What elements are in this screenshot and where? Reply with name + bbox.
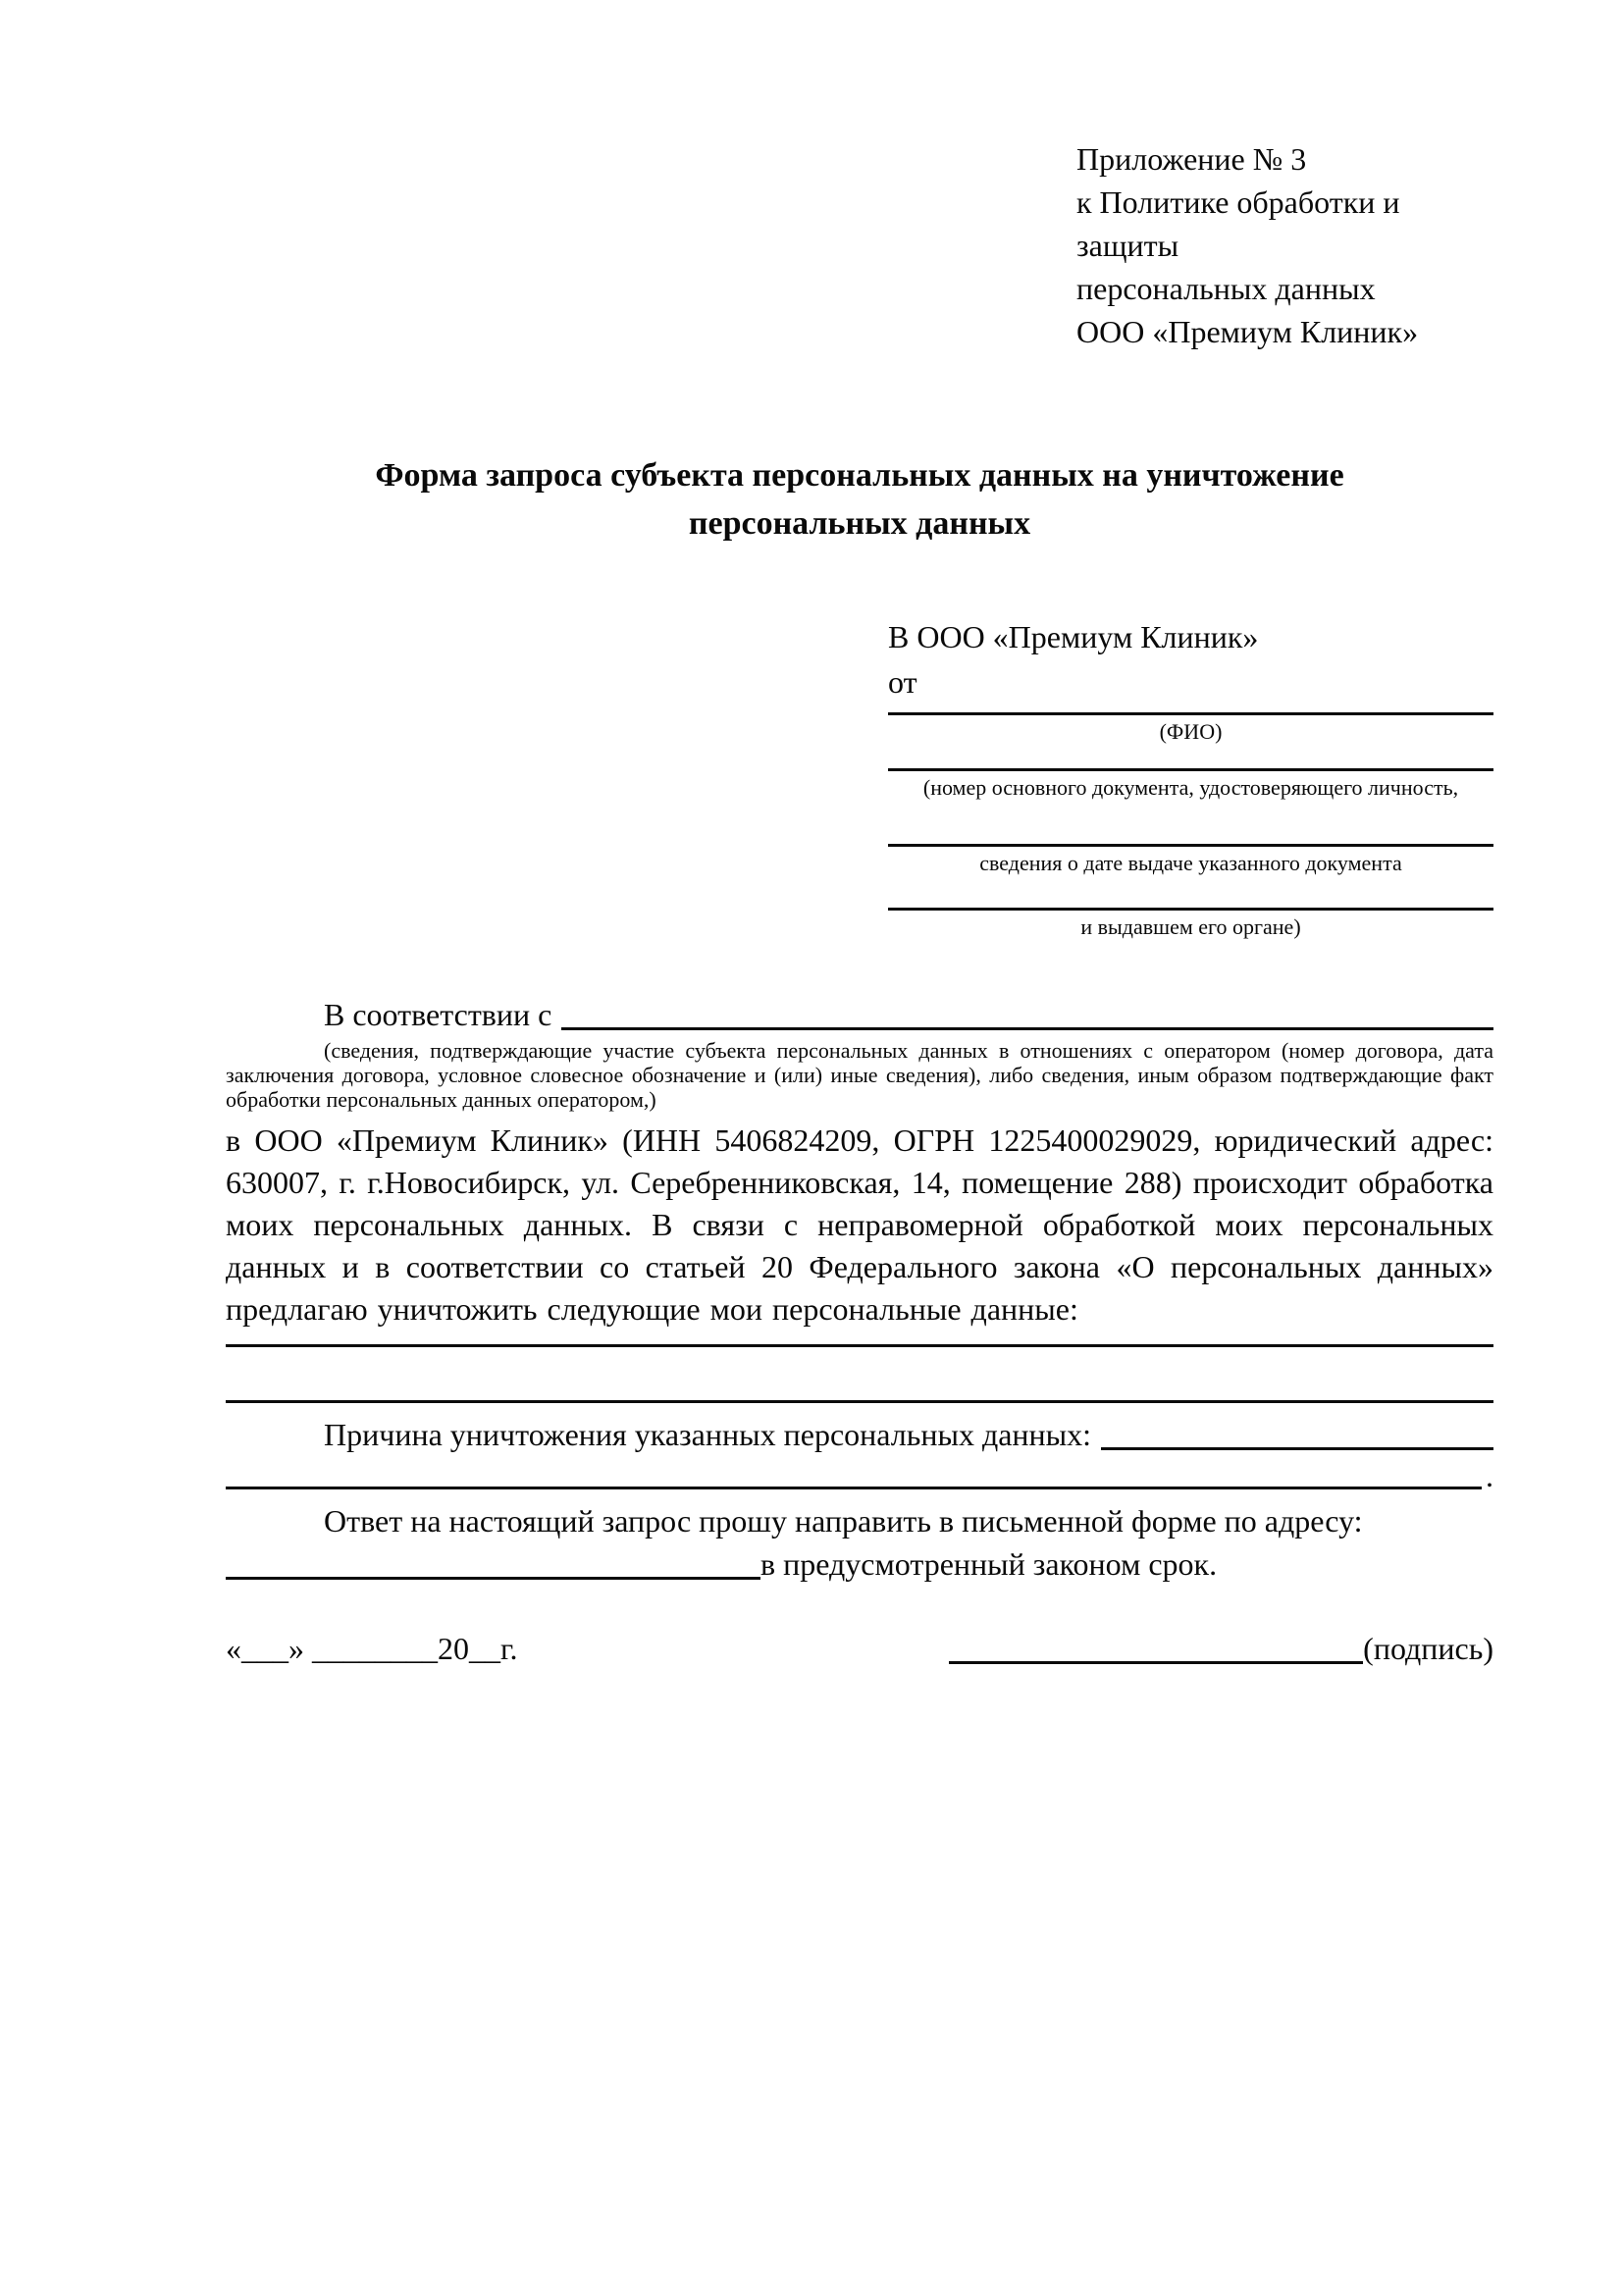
reason-label: Причина уничтожения указанных персональных данных: [324,1417,1092,1452]
reason-continuation-line[interactable] [226,1456,1482,1489]
doc-number-field-line[interactable] [888,768,1493,771]
doc-issue-date-caption: сведения о дате выдаче указанного документа [979,851,1402,875]
addressee-from-label: от [888,664,917,700]
signature-field-line[interactable] [949,1627,1363,1664]
appendix-line: Приложение № 3 [1076,141,1307,177]
small-print-note: (сведения, подтверждающие участие субъекта персональных данных в отношениях с оператором (номер договора, дата заключения договора, условное словесное обозначение и (или) иные сведения), либо сведения, иным образом подтверждающие факт обработки персональных данных оператором,) [226,1038,1493,1112]
date-signature-row [226,1627,1493,1670]
form-title-line: Форма запроса субъекта персональных данных на уничтожение [375,457,1344,494]
appendix-line: ООО «Премиум Клиник» [1076,314,1419,349]
data-to-destroy-line-2[interactable] [226,1400,1493,1403]
response-tail-text: в предусмотренный законом срок. [760,1546,1218,1582]
fio-field-line[interactable] [888,704,1493,715]
data-to-destroy-line-1[interactable] [226,1344,1493,1347]
appendix-line: к Политике обработки и защиты [1076,184,1400,263]
form-title-line: персональных данных [688,505,1031,542]
signature-group [949,1627,1493,1670]
main-paragraph: в ООО «Премиум Клиник» (ИНН 5406824209, ОГРН 1225400029029, юридический адрес: 630007, г. г.Новосибирск, ул. Серебренниковская, 14, помещение 288) происходит обработка моих персональных данных. В связи с неправомерной обработкой моих персональных данных и в соответствии со статьей 20 Федерального закона «О персональных данных» предлагаю уничтожить следующие мои персональные данные: [226,1122,1493,1327]
appendix-line: персональных данных [1076,271,1376,306]
addressee-block [888,614,1493,940]
address-field-line[interactable] [226,1542,760,1580]
form-title [226,451,1493,548]
doc-issuer-caption: и выдавшем его органе) [1080,914,1301,939]
accordance-row [226,993,1493,1036]
response-request-text: Ответ на настоящий запрос прошу направить в письменной форме по адресу: [324,1503,1363,1539]
accordance-field-line[interactable] [561,993,1493,1030]
sentence-period: . [1486,1458,1493,1493]
fio-caption: (ФИО) [1159,719,1223,744]
reason-continuation-row [226,1456,1493,1495]
appendix-reference [1076,137,1493,353]
response-address-row [226,1542,1493,1586]
doc-number-caption: (номер основного документа, удостоверяющего личность, [922,775,1459,800]
reason-row [226,1413,1493,1456]
doc-issuer-field-line[interactable] [888,908,1493,911]
reason-field-line[interactable] [1101,1413,1493,1450]
signature-caption: (подпись) [1363,1631,1493,1666]
addressee-to: В ООО «Премиум Клиник» [888,619,1259,654]
accordance-label: В соответствии с [324,997,552,1032]
date-blank[interactable]: «___» ________20__г. [226,1631,518,1666]
doc-issue-date-field-line[interactable] [888,844,1493,847]
